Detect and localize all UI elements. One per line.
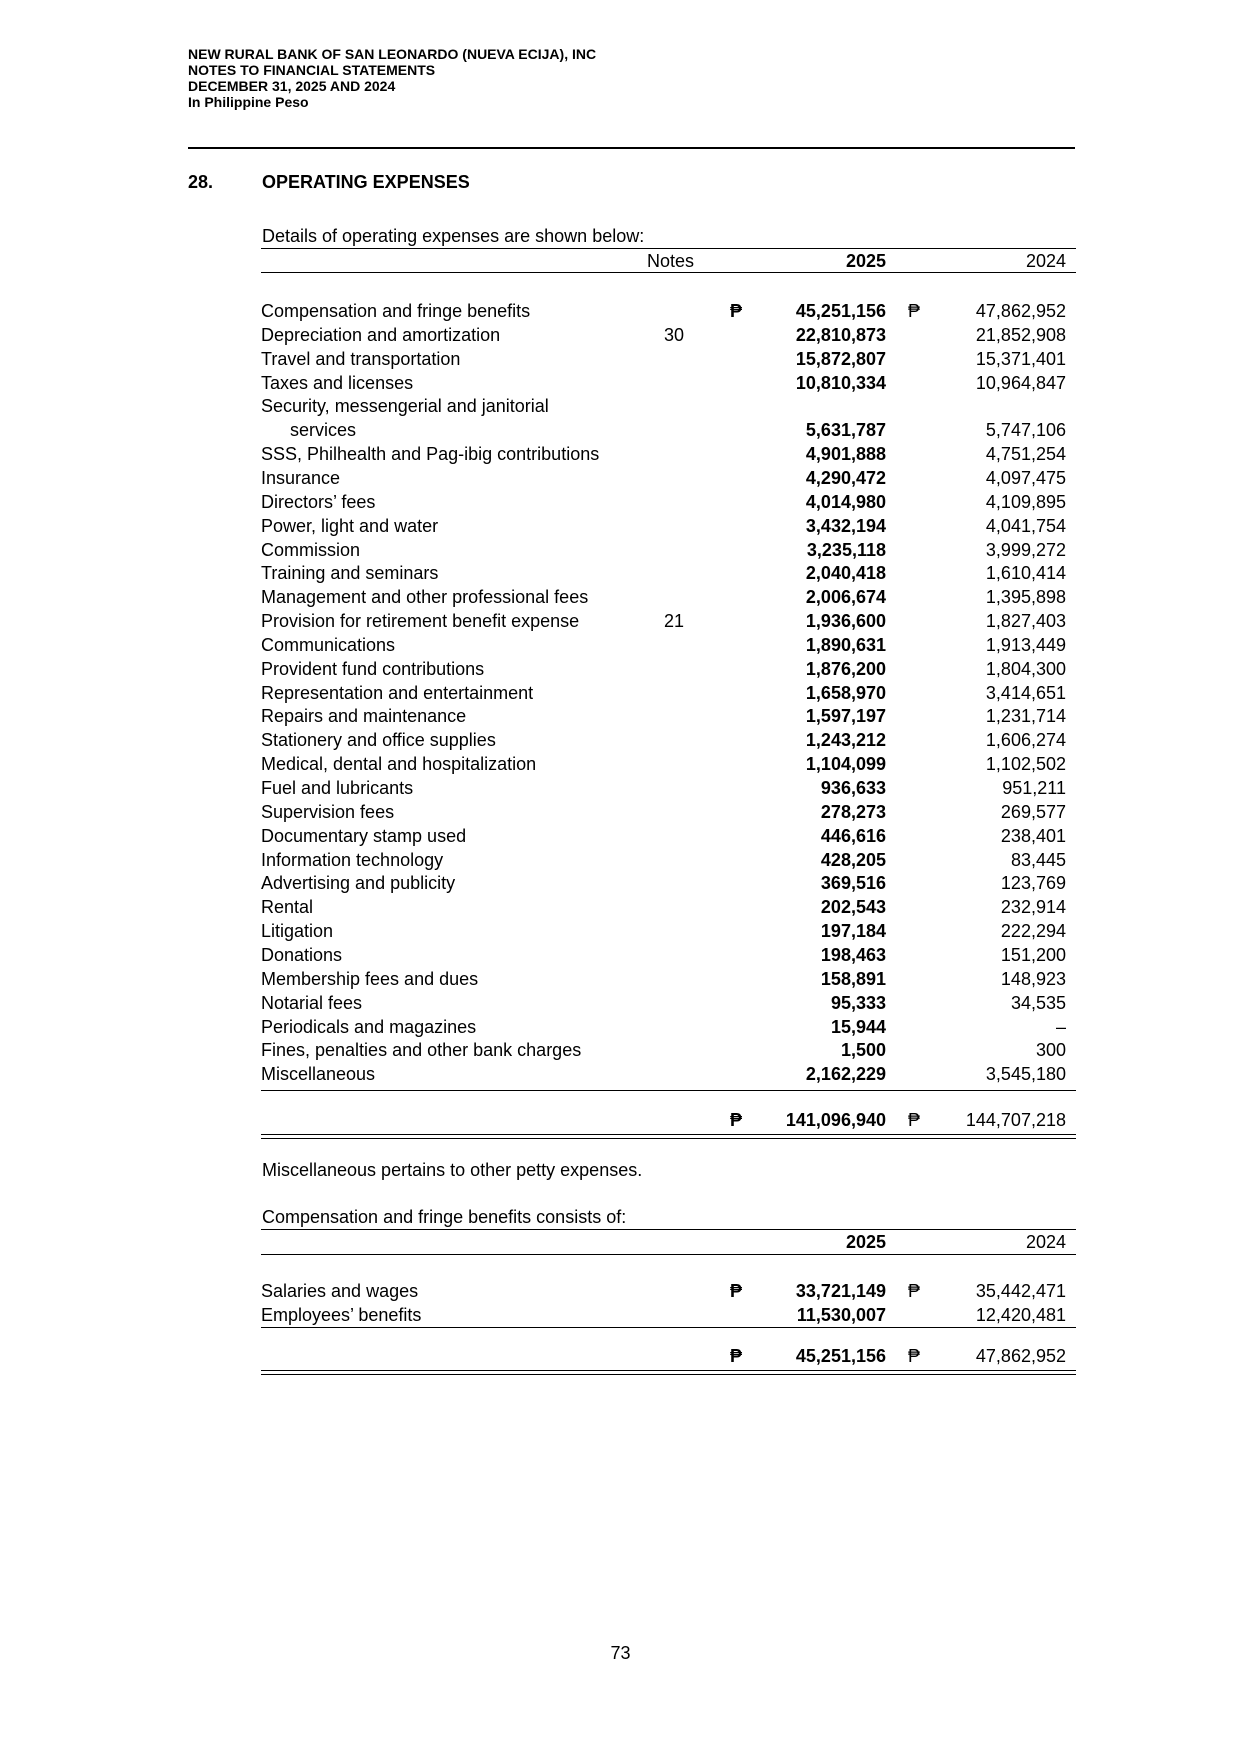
peso-sign: ₱	[730, 1110, 743, 1130]
value-2025: 198,463	[820, 945, 886, 965]
row-label: Provision for retirement benefit expense	[261, 611, 580, 631]
value-2025: 1,936,600	[805, 611, 886, 631]
col-2025-header: 2025	[845, 251, 886, 271]
misc-note: Miscellaneous pertains to other petty expenses.	[262, 1160, 643, 1180]
t2-col-2024-header: 2024	[1025, 1232, 1066, 1252]
value-2025: 936,633	[820, 778, 886, 798]
value-2025: 1,243,212	[805, 730, 886, 750]
table1-top-rule	[261, 248, 1076, 249]
table-row	[0, 633, 1241, 657]
table-row	[0, 657, 1241, 681]
value-2024: 3,414,651	[985, 683, 1066, 703]
row-label: Salaries and wages	[261, 1281, 419, 1301]
table-row	[0, 943, 1241, 967]
value-2025: 1,500	[840, 1040, 886, 1060]
value-2024: 12,420,481	[975, 1305, 1066, 1325]
row-label: Stationery and office supplies	[261, 730, 496, 750]
table-row	[0, 538, 1241, 562]
row-label: Repairs and maintenance	[261, 706, 467, 726]
row-label: Taxes and licenses	[261, 373, 414, 393]
value-2025: 2,006,674	[805, 587, 886, 607]
row-label: Litigation	[261, 921, 334, 941]
value-2025: 4,014,980	[805, 492, 886, 512]
value-2025: 4,901,888	[805, 444, 886, 464]
value-2025: 11,530,007	[796, 1305, 886, 1325]
table-row	[0, 728, 1241, 752]
peso-sign: ₱	[730, 1281, 743, 1301]
value-2025: 1,658,970	[805, 683, 886, 703]
value-2025: 2,040,418	[805, 563, 886, 583]
table-row	[0, 442, 1241, 466]
total-2025: 141,096,940	[785, 1110, 886, 1130]
value-2025: 33,721,149	[795, 1281, 886, 1301]
value-2024: 1,804,300	[985, 659, 1066, 679]
value-2024: 1,231,714	[985, 706, 1066, 726]
row-label: Supervision fees	[261, 802, 395, 822]
row-label: Representation and entertainment	[261, 683, 534, 703]
value-2025: 369,516	[820, 873, 886, 893]
row-label: SSS, Philhealth and Pag-ibig contributions	[261, 444, 600, 464]
peso-sign: ₱	[730, 1346, 743, 1366]
value-2024: 4,109,895	[985, 492, 1066, 512]
row-label: Documentary stamp used	[261, 826, 467, 846]
row-label: Information technology	[261, 850, 444, 870]
value-2025: 22,810,873	[795, 325, 886, 345]
row-label: Provident fund contributions	[261, 659, 485, 679]
row-label: Travel and transportation	[261, 349, 461, 369]
value-2025: 45,251,156	[795, 301, 886, 321]
table-row	[0, 752, 1241, 776]
section-number: 28.	[188, 172, 214, 192]
value-2024: 47,862,952	[975, 301, 1066, 321]
document-header	[188, 46, 596, 110]
company-name: NEW RURAL BANK OF SAN LEONARDO (NUEVA ECIJA), INC	[188, 46, 597, 62]
value-2025: 446,616	[820, 826, 886, 846]
table-row	[0, 1303, 1241, 1327]
table-row	[0, 919, 1241, 943]
value-2024: 1,610,414	[985, 563, 1066, 583]
value-2025: 197,184	[820, 921, 886, 941]
peso-sign: ₱	[730, 301, 743, 321]
value-2024: 1,395,898	[985, 587, 1066, 607]
row-label: Fuel and lubricants	[261, 778, 414, 798]
value-2024: 3,545,180	[985, 1064, 1066, 1084]
value-2025: 202,543	[820, 897, 886, 917]
table-row	[0, 991, 1241, 1015]
row-label: Directors’ fees	[261, 492, 376, 512]
row-label: Employees’ benefits	[261, 1305, 422, 1325]
value-2025: 10,810,334	[795, 373, 886, 393]
table-row	[0, 1015, 1241, 1039]
table-row	[0, 871, 1241, 895]
row-label: Depreciation and amortization	[261, 325, 501, 345]
row-label: Compensation and fringe benefits	[261, 301, 531, 321]
value-2025: 158,891	[820, 969, 886, 989]
col-2024-header: 2024	[1025, 251, 1066, 271]
value-2025: 3,235,118	[806, 540, 886, 560]
value-2025: 2,162,229	[805, 1064, 886, 1084]
header-divider	[188, 147, 1075, 149]
table2-intro: Compensation and fringe benefits consists of:	[262, 1207, 627, 1227]
table-row	[0, 848, 1241, 872]
section-title: OPERATING EXPENSES	[262, 172, 470, 192]
col-notes-header: Notes	[647, 251, 695, 271]
value-2024: 21,852,908	[975, 325, 1066, 345]
row-label: services	[290, 420, 357, 440]
table2-total-double-rule	[261, 1370, 1076, 1375]
table1-subtotal-rule	[261, 1090, 1076, 1091]
table-row	[0, 1038, 1241, 1062]
value-2025: 3,432,194	[805, 516, 886, 536]
value-2024: 4,751,254	[985, 444, 1066, 464]
value-2024: –	[1055, 1017, 1066, 1037]
value-2024: 1,606,274	[985, 730, 1066, 750]
row-label: Communications	[261, 635, 396, 655]
peso-sign: ₱	[908, 1346, 921, 1366]
table1-total-row	[0, 1108, 1241, 1132]
table2-subtotal-rule	[261, 1327, 1076, 1328]
value-2025: 1,104,099	[805, 754, 886, 774]
table-row	[0, 299, 1241, 323]
value-2024: 10,964,847	[975, 373, 1066, 393]
value-2024: 34,535	[1010, 993, 1066, 1013]
row-label: Rental	[261, 897, 314, 917]
row-note: 21	[664, 611, 685, 631]
value-2025: 15,872,807	[795, 349, 886, 369]
table-row	[0, 824, 1241, 848]
row-label: Training and seminars	[261, 563, 439, 583]
value-2025: 1,890,631	[805, 635, 886, 655]
value-2024: 269,577	[1000, 802, 1066, 822]
table-row	[0, 371, 1241, 395]
value-2024: 3,999,272	[985, 540, 1066, 560]
value-2025: 1,876,200	[805, 659, 886, 679]
row-label: Medical, dental and hospitalization	[261, 754, 537, 774]
table-row	[0, 347, 1241, 371]
table-row	[0, 776, 1241, 800]
value-2024: 5,747,106	[985, 420, 1066, 440]
value-2024: 35,442,471	[975, 1281, 1066, 1301]
peso-sign: ₱	[908, 1110, 921, 1130]
value-2025: 1,597,197	[805, 706, 886, 726]
t2-col-2025-header: 2025	[845, 1232, 886, 1252]
table2-total-row	[0, 1344, 1241, 1368]
table-row	[0, 1062, 1241, 1086]
row-note: 30	[664, 325, 685, 345]
row-label: Commission	[261, 540, 361, 560]
value-2024: 1,827,403	[985, 611, 1066, 631]
table-row	[0, 561, 1241, 585]
value-2025: 15,944	[830, 1017, 886, 1037]
value-2025: 428,205	[820, 850, 886, 870]
table-row	[0, 895, 1241, 919]
table1-intro: Details of operating expenses are shown below:	[262, 226, 645, 246]
row-label: Donations	[261, 945, 343, 965]
value-2024: 1,913,449	[985, 635, 1066, 655]
value-2024: 4,041,754	[985, 516, 1066, 536]
value-2024: 151,200	[1000, 945, 1066, 965]
value-2024: 951,211	[1002, 778, 1066, 798]
value-2024: 15,371,401	[975, 349, 1066, 369]
table2-top-rule	[261, 1229, 1076, 1230]
table-row	[0, 585, 1241, 609]
page-number: 73	[610, 1643, 631, 1663]
table-row	[0, 323, 1241, 347]
table-row	[0, 490, 1241, 514]
value-2024: 123,769	[1000, 873, 1066, 893]
value-2024: 148,923	[1000, 969, 1066, 989]
value-2024: 300	[1035, 1040, 1066, 1060]
table-row	[0, 514, 1241, 538]
table-row	[0, 418, 1241, 442]
value-2024: 83,445	[1010, 850, 1066, 870]
total-2024: 144,707,218	[965, 1110, 1066, 1130]
row-label: Membership fees and dues	[261, 969, 479, 989]
value-2024: 1,102,502	[985, 754, 1066, 774]
t2-total-2025: 45,251,156	[795, 1346, 886, 1366]
currency-note: In Philippine Peso	[188, 94, 309, 110]
value-2024: 4,097,475	[985, 468, 1066, 488]
row-label: Fines, penalties and other bank charges	[261, 1040, 582, 1060]
table2-header-rule	[261, 1254, 1076, 1255]
table-row	[0, 681, 1241, 705]
row-label: Notarial fees	[261, 993, 363, 1013]
row-label: Insurance	[261, 468, 341, 488]
peso-sign: ₱	[908, 1281, 921, 1301]
peso-sign: ₱	[908, 301, 921, 321]
value-2025: 95,333	[830, 993, 886, 1013]
row-label: Security, messengerial and janitorial	[261, 396, 549, 416]
t2-total-2024: 47,862,952	[975, 1346, 1066, 1366]
value-2024: 238,401	[1000, 826, 1066, 846]
table1-total-double-rule	[261, 1134, 1076, 1139]
table-row	[0, 394, 1241, 418]
value-2024: 222,294	[1000, 921, 1066, 941]
table-row	[0, 704, 1241, 728]
value-2025: 278,273	[820, 802, 886, 822]
table-row	[0, 800, 1241, 824]
value-2025: 4,290,472	[805, 468, 886, 488]
row-label: Management and other professional fees	[261, 587, 589, 607]
value-2025: 5,631,787	[805, 420, 886, 440]
statement-title: NOTES TO FINANCIAL STATEMENTS	[188, 62, 436, 78]
row-label: Advertising and publicity	[261, 873, 456, 893]
row-label: Periodicals and magazines	[261, 1017, 477, 1037]
row-label: Miscellaneous	[261, 1064, 376, 1084]
row-label: Power, light and water	[261, 516, 439, 536]
table-row	[0, 609, 1241, 633]
table1-header-rule	[261, 272, 1076, 273]
statement-date: DECEMBER 31, 2025 AND 2024	[188, 78, 396, 94]
value-2024: 232,914	[1000, 897, 1066, 917]
table-row	[0, 466, 1241, 490]
table-row	[0, 1279, 1241, 1303]
table-row	[0, 967, 1241, 991]
